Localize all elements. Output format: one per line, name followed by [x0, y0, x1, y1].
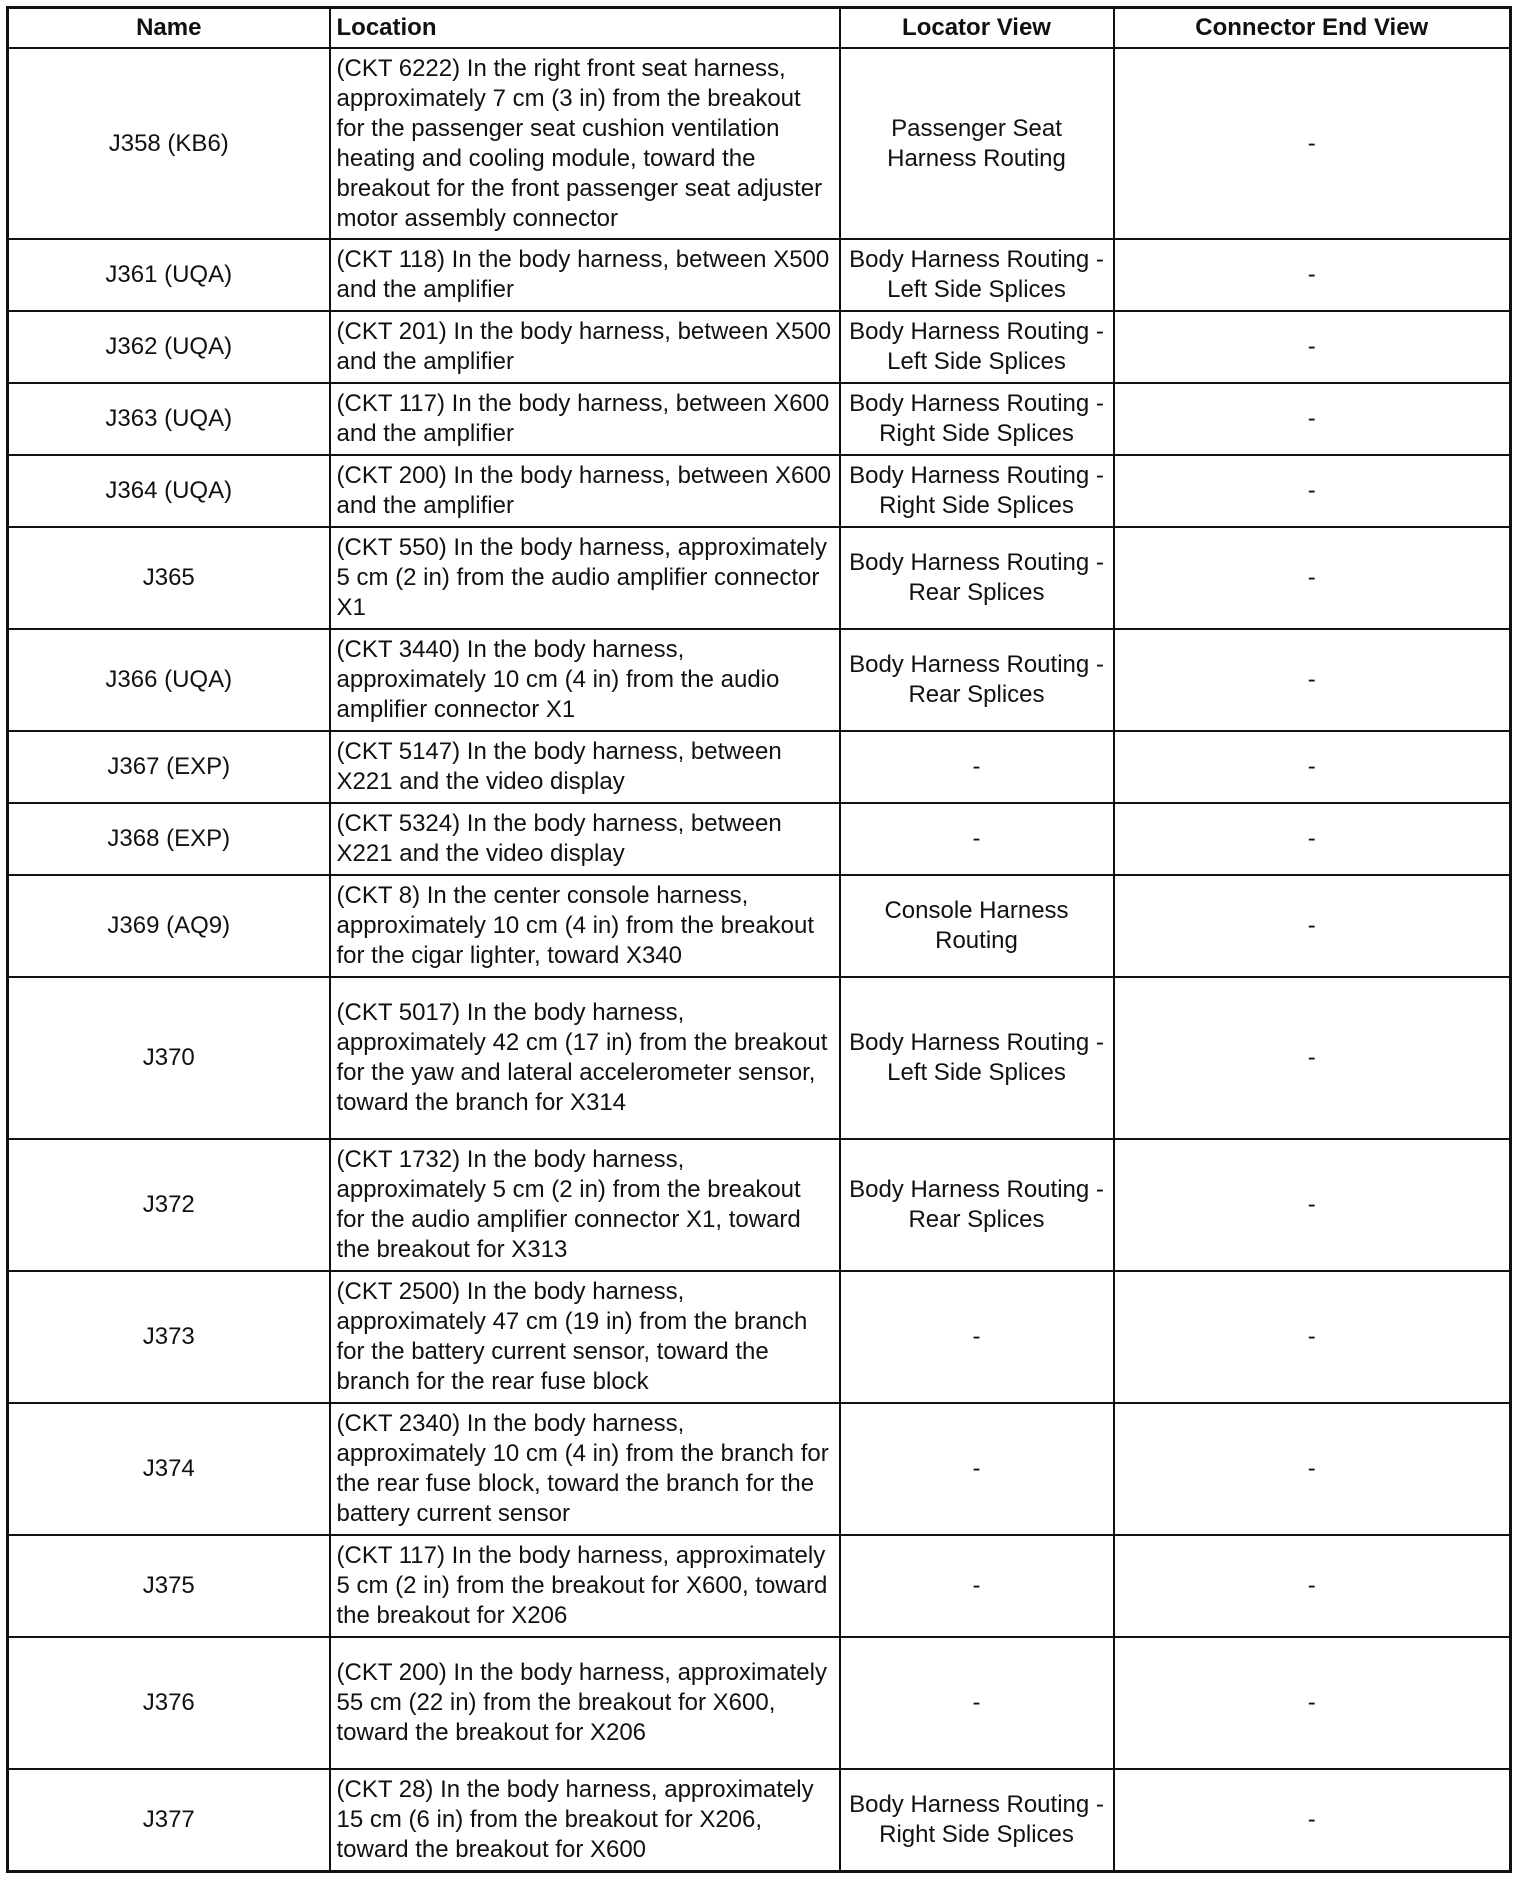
- splice-location: (CKT 3440) In the body harness, approximately 10 cm (4 in) from the audio amplifier connector X1: [330, 629, 840, 731]
- table-row: [8, 383, 1511, 455]
- locator-view: -: [840, 1403, 1114, 1535]
- splice-name: J376: [8, 1637, 330, 1769]
- locator-view: -: [840, 803, 1114, 875]
- splice-name: J375: [8, 1535, 330, 1637]
- table-row: [8, 803, 1511, 875]
- column-header-locator-view: Locator View: [840, 8, 1114, 49]
- splice-name: J373: [8, 1271, 330, 1403]
- table-row: [8, 1535, 1511, 1637]
- table-row: [8, 1139, 1511, 1271]
- locator-view: -: [840, 1637, 1114, 1769]
- table-row: [8, 1403, 1511, 1535]
- splice-name: J374: [8, 1403, 330, 1535]
- locator-view: -: [840, 1535, 1114, 1637]
- locator-view: Body Harness Routing - Rear Splices: [840, 527, 1114, 629]
- splice-name: J358 (KB6): [8, 48, 330, 239]
- splice-name: J377: [8, 1769, 330, 1871]
- splice-location: (CKT 200) In the body harness, between X600 and the amplifier: [330, 455, 840, 527]
- locator-view: Body Harness Routing - Left Side Splices: [840, 311, 1114, 383]
- connector-end-view: -: [1114, 239, 1511, 311]
- table-row: [8, 1769, 1511, 1871]
- column-header-name: Name: [8, 8, 330, 49]
- connector-end-view: -: [1114, 1637, 1511, 1769]
- connector-end-view: -: [1114, 311, 1511, 383]
- splice-location: (CKT 5324) In the body harness, between X221 and the video display: [330, 803, 840, 875]
- splice-location: (CKT 5147) In the body harness, between X221 and the video display: [330, 731, 840, 803]
- connector-end-view: -: [1114, 527, 1511, 629]
- splice-location: (CKT 28) In the body harness, approximately 15 cm (6 in) from the breakout for X206, toward the breakout for X600: [330, 1769, 840, 1871]
- connector-end-view: -: [1114, 1139, 1511, 1271]
- splice-name: J363 (UQA): [8, 383, 330, 455]
- locator-view: Body Harness Routing - Left Side Splices: [840, 977, 1114, 1139]
- locator-view: -: [840, 1271, 1114, 1403]
- connector-end-view: -: [1114, 875, 1511, 977]
- splice-location: (CKT 201) In the body harness, between X500 and the amplifier: [330, 311, 840, 383]
- splice-name: J361 (UQA): [8, 239, 330, 311]
- connector-end-view: -: [1114, 383, 1511, 455]
- table-row: [8, 629, 1511, 731]
- table-row: [8, 1271, 1511, 1403]
- locator-view: Body Harness Routing - Right Side Splices: [840, 1769, 1114, 1871]
- connector-end-view: -: [1114, 977, 1511, 1139]
- splice-name: J362 (UQA): [8, 311, 330, 383]
- splice-name: J369 (AQ9): [8, 875, 330, 977]
- splice-location: (CKT 117) In the body harness, approximately 5 cm (2 in) from the breakout for X600, toward the breakout for X206: [330, 1535, 840, 1637]
- splice-location: (CKT 2340) In the body harness, approximately 10 cm (4 in) from the branch for the rear fuse block, toward the branch for the battery current sensor: [330, 1403, 840, 1535]
- locator-view: Body Harness Routing - Rear Splices: [840, 1139, 1114, 1271]
- connector-end-view: -: [1114, 48, 1511, 239]
- locator-view: Body Harness Routing - Rear Splices: [840, 629, 1114, 731]
- splice-name: J372: [8, 1139, 330, 1271]
- splice-location-table: [6, 6, 1512, 1873]
- locator-view: Passenger Seat Harness Routing: [840, 48, 1114, 239]
- locator-view: Console Harness Routing: [840, 875, 1114, 977]
- table-row: [8, 455, 1511, 527]
- splice-name: J365: [8, 527, 330, 629]
- splice-name: J368 (EXP): [8, 803, 330, 875]
- connector-end-view: -: [1114, 1271, 1511, 1403]
- table-row: [8, 48, 1511, 239]
- table-row: [8, 311, 1511, 383]
- table-row: [8, 875, 1511, 977]
- table-row: [8, 527, 1511, 629]
- splice-name: J364 (UQA): [8, 455, 330, 527]
- splice-location: (CKT 118) In the body harness, between X500 and the amplifier: [330, 239, 840, 311]
- table-row: [8, 977, 1511, 1139]
- connector-end-view: -: [1114, 455, 1511, 527]
- table-header-row: [8, 8, 1511, 49]
- splice-location: (CKT 200) In the body harness, approximately 55 cm (22 in) from the breakout for X600, toward the breakout for X206: [330, 1637, 840, 1769]
- splice-name: J370: [8, 977, 330, 1139]
- connector-end-view: -: [1114, 1769, 1511, 1871]
- table-row: [8, 1637, 1511, 1769]
- connector-end-view: -: [1114, 1403, 1511, 1535]
- splice-location: (CKT 1732) In the body harness, approximately 5 cm (2 in) from the breakout for the audio amplifier connector X1, toward the breakout for X313: [330, 1139, 840, 1271]
- locator-view: Body Harness Routing - Right Side Splices: [840, 455, 1114, 527]
- column-header-connector-end-view: Connector End View: [1114, 8, 1511, 49]
- splice-name: J366 (UQA): [8, 629, 330, 731]
- locator-view: -: [840, 731, 1114, 803]
- connector-end-view: -: [1114, 629, 1511, 731]
- connector-end-view: -: [1114, 731, 1511, 803]
- splice-location: (CKT 8) In the center console harness, approximately 10 cm (4 in) from the breakout for the cigar lighter, toward X340: [330, 875, 840, 977]
- connector-end-view: -: [1114, 1535, 1511, 1637]
- column-header-location: Location: [330, 8, 840, 49]
- connector-end-view: -: [1114, 803, 1511, 875]
- locator-view: Body Harness Routing - Right Side Splices: [840, 383, 1114, 455]
- table-row: [8, 731, 1511, 803]
- splice-location: (CKT 117) In the body harness, between X600 and the amplifier: [330, 383, 840, 455]
- table-row: [8, 239, 1511, 311]
- splice-location: (CKT 5017) In the body harness, approximately 42 cm (17 in) from the breakout for the yaw and lateral accelerometer sensor, toward the branch for X314: [330, 977, 840, 1139]
- locator-view: Body Harness Routing - Left Side Splices: [840, 239, 1114, 311]
- splice-location: (CKT 6222) In the right front seat harness, approximately 7 cm (3 in) from the breakout for the passenger seat cushion ventilation heating and cooling module, toward the breakout for the front passenger seat adjuster motor assembly connector: [330, 48, 840, 239]
- splice-location: (CKT 2500) In the body harness, approximately 47 cm (19 in) from the branch for the battery current sensor, toward the branch for the rear fuse block: [330, 1271, 840, 1403]
- splice-name: J367 (EXP): [8, 731, 330, 803]
- splice-location: (CKT 550) In the body harness, approximately 5 cm (2 in) from the audio amplifier connector X1: [330, 527, 840, 629]
